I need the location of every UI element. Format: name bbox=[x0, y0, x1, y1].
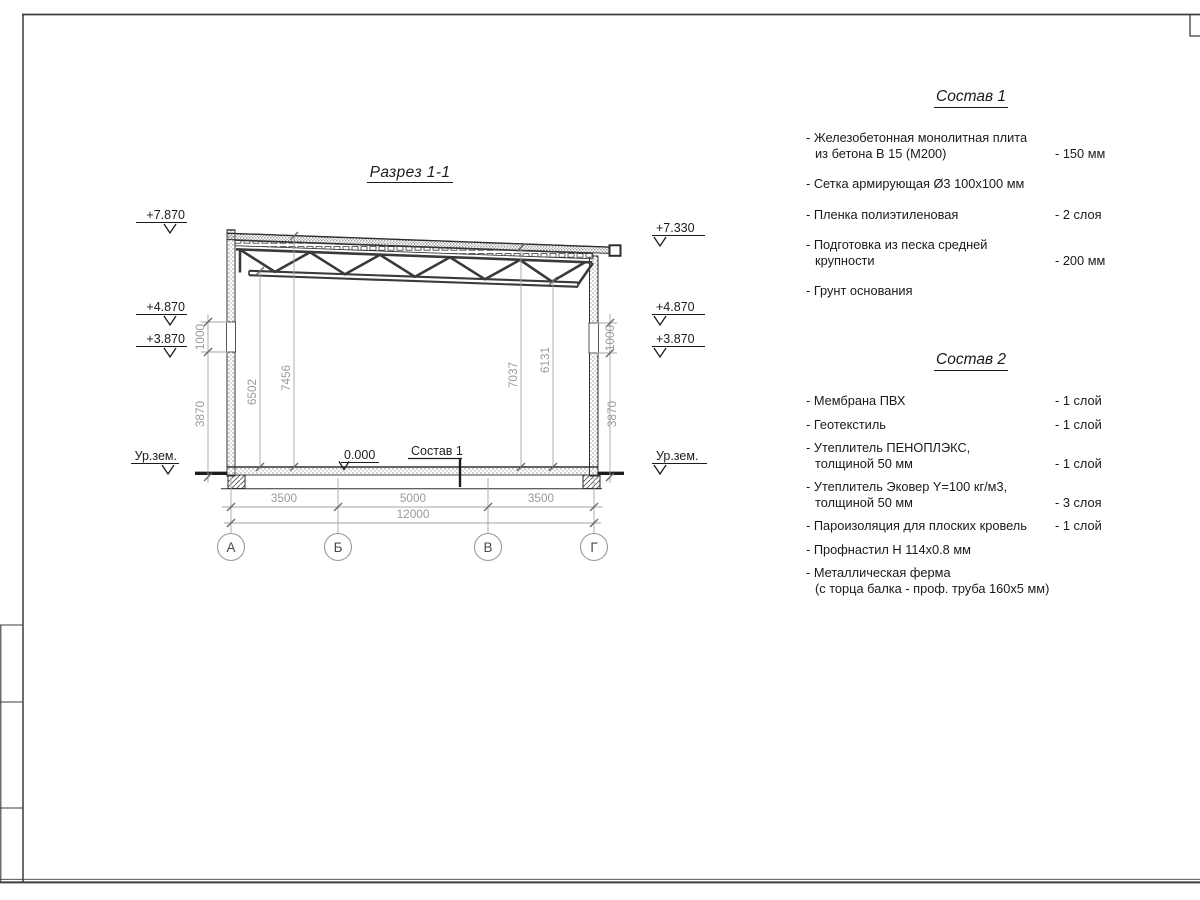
item-text: - Утеплитель Эковер Y=100 кг/м3, bbox=[806, 479, 1008, 494]
composition-1-heading bbox=[806, 88, 1136, 106]
dim-span-ab: 3500 bbox=[270, 491, 298, 505]
dim-span-total: 12000 bbox=[396, 507, 430, 521]
floor-composition-label: Состав 1 bbox=[411, 444, 463, 458]
item-text: - Мембрана ПВХ bbox=[806, 393, 906, 408]
item-text: - Пароизоляция для плоских кровель bbox=[806, 518, 1027, 533]
ground-level-right-label: Ур.зем. bbox=[656, 449, 699, 463]
item-text: из бетона В 15 (М200) bbox=[815, 145, 947, 161]
item-value: - 2 слоя bbox=[1055, 206, 1102, 222]
elevation-left-7870: +7.870 bbox=[146, 208, 185, 222]
list-item bbox=[806, 283, 1136, 299]
right-wall bbox=[589, 256, 599, 476]
composition-2-heading-text: Состав 2 bbox=[934, 351, 1008, 371]
list-item bbox=[806, 207, 1136, 223]
edge-beam bbox=[610, 245, 621, 256]
item-text: - Пленка полиэтиленовая bbox=[806, 206, 959, 222]
item-text: (с торца балка - проф. труба 160x5 мм) bbox=[815, 580, 1050, 596]
elevation-left-4870: +4.870 bbox=[146, 300, 185, 314]
bottom-dim-chain bbox=[222, 478, 603, 534]
floor-composition-callout bbox=[408, 444, 463, 487]
item-value: - 3 слоя bbox=[1055, 494, 1102, 510]
item-text: - Железобетонная монолитная плита bbox=[806, 130, 1028, 145]
left-wall bbox=[227, 230, 236, 476]
axis-label-g: Г bbox=[590, 540, 598, 555]
dim-left-3870: 3870 bbox=[193, 400, 207, 428]
list-item bbox=[806, 542, 1136, 558]
height-dimensions bbox=[256, 232, 557, 471]
axis-label-b: Б bbox=[333, 540, 343, 555]
item-text: - Профнастил Н 114x0.8 мм bbox=[806, 541, 971, 557]
item-text: крупности bbox=[815, 252, 875, 268]
item-value: - 200 мм bbox=[1055, 252, 1106, 268]
composition-list-2 bbox=[806, 351, 1136, 604]
dim-left-1000: 1000 bbox=[193, 323, 207, 351]
elevation-right-4870: +4.870 bbox=[656, 300, 695, 314]
item-text: - Грунт основания bbox=[806, 283, 913, 298]
zero-level-label: 0.000 bbox=[344, 448, 376, 462]
item-text: - Сетка армирующая Ø3 100x100 мм bbox=[806, 176, 1025, 191]
dim-7037: 7037 bbox=[506, 361, 520, 389]
dim-6131: 6131 bbox=[538, 346, 552, 374]
item-value: - 150 мм bbox=[1055, 145, 1106, 161]
list-item bbox=[806, 237, 1136, 268]
item-text: - Подготовка из песка средней bbox=[806, 237, 988, 252]
section-title-text: Разрез 1-1 bbox=[369, 164, 451, 181]
dim-right-3870: 3870 bbox=[605, 400, 619, 428]
composition-2-heading bbox=[806, 351, 1136, 369]
axis-bubbles bbox=[218, 534, 608, 561]
list-item bbox=[806, 518, 1136, 534]
right-wall-band bbox=[589, 323, 599, 353]
item-text: толщиной 50 мм bbox=[815, 494, 913, 510]
dim-span-vg: 3500 bbox=[527, 491, 555, 505]
dim-7456: 7456 bbox=[279, 364, 293, 392]
ground-level-left-label: Ур.зем. bbox=[134, 449, 177, 463]
axis-label-a: А bbox=[226, 540, 236, 555]
section-title bbox=[367, 164, 453, 183]
list-item bbox=[806, 176, 1136, 192]
floor-slab bbox=[227, 467, 598, 475]
item-value: - 1 слой bbox=[1055, 416, 1102, 432]
foundation bbox=[221, 475, 602, 489]
axis-label-v: В bbox=[483, 540, 493, 555]
list-item bbox=[806, 417, 1136, 433]
list-item bbox=[806, 479, 1136, 510]
dim-6502: 6502 bbox=[245, 378, 259, 406]
corner-stamp-box bbox=[1190, 15, 1200, 37]
elevation-right-3870: +3.870 bbox=[656, 332, 695, 346]
item-value: - 1 слой bbox=[1055, 393, 1102, 408]
dim-ticks bbox=[256, 232, 557, 471]
list-item bbox=[806, 130, 1136, 161]
item-text: - Металлическая ферма bbox=[806, 565, 951, 580]
elevation-right-7330: +7.330 bbox=[656, 221, 695, 235]
item-value: - 1 слой bbox=[1055, 518, 1102, 533]
composition-list-1 bbox=[806, 88, 1136, 314]
item-text: - Геотекстиль bbox=[806, 416, 886, 432]
dim-span-bv: 5000 bbox=[399, 491, 427, 505]
item-text: - Утеплитель ПЕНОПЛЭКС, bbox=[806, 440, 971, 455]
composition-1-heading-text: Состав 1 bbox=[934, 88, 1008, 108]
dim-right-1000: 1000 bbox=[603, 324, 617, 352]
building-section bbox=[195, 230, 624, 489]
list-item bbox=[806, 565, 1136, 596]
list-item bbox=[806, 393, 1136, 409]
list-item bbox=[806, 440, 1136, 471]
left-margin-boxes bbox=[0, 625, 23, 882]
item-text: толщиной 50 мм bbox=[815, 455, 913, 471]
elevation-left-3870: +3.870 bbox=[146, 332, 185, 346]
left-wall-band bbox=[227, 322, 236, 352]
item-value: - 1 слой bbox=[1055, 455, 1102, 471]
elevation-marks bbox=[131, 223, 707, 475]
